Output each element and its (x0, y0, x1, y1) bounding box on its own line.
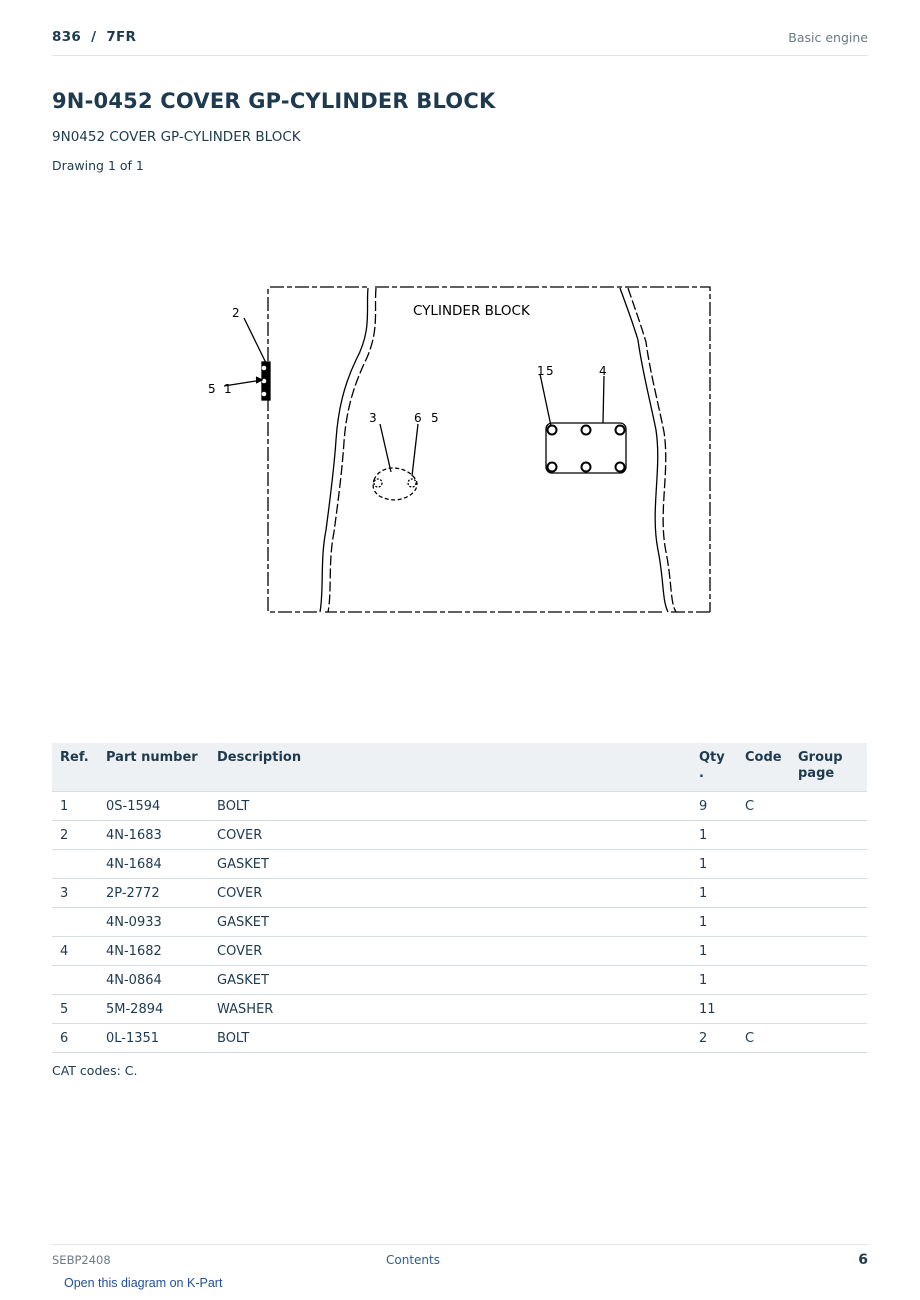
col-group-page: Group page (790, 743, 867, 792)
description-cell: BOLT (209, 1024, 691, 1053)
ref-cell: 2 (52, 821, 98, 850)
description-cell: BOLT (209, 792, 691, 821)
block-edge-right-inner (628, 288, 676, 612)
table-header-row (52, 743, 867, 792)
table-row (52, 821, 867, 850)
block-edge-right (620, 288, 668, 612)
open-in-kpart-link[interactable]: Open this diagram on K-Part (64, 1276, 223, 1290)
code-cell (737, 821, 790, 850)
code-cell (737, 850, 790, 879)
table-row (52, 879, 867, 908)
page-title: 9N-0452 COVER GP-CYLINDER BLOCK (52, 89, 496, 113)
part-number-cell: 2P-2772 (98, 879, 209, 908)
part-number-cell: 4N-1682 (98, 937, 209, 966)
group-page-cell (790, 850, 867, 879)
description-cell: COVER (209, 937, 691, 966)
description-cell: COVER (209, 821, 691, 850)
part-number-cell: 4N-0864 (98, 966, 209, 995)
table-row (52, 850, 867, 879)
oval-cover-3 (373, 468, 417, 500)
col-ref: Ref. (52, 743, 98, 792)
table-row (52, 966, 867, 995)
code-cell (737, 966, 790, 995)
group-page-cell (790, 937, 867, 966)
footer-divider (52, 1244, 868, 1245)
page-subtitle: 9N0452 COVER GP-CYLINDER BLOCK (52, 129, 301, 145)
ref-cell (52, 908, 98, 937)
part-number-cell: 0L-1351 (98, 1024, 209, 1053)
part-number-cell: 4N-0933 (98, 908, 209, 937)
table-row (52, 1024, 867, 1053)
part-number-cell: 4N-1683 (98, 821, 209, 850)
table-row (52, 908, 867, 937)
header-divider (52, 55, 868, 56)
contents-link[interactable]: Contents (386, 1253, 440, 1267)
qty-cell: 11 (691, 995, 737, 1024)
group-page-cell (790, 1024, 867, 1053)
col-description: Description (209, 743, 691, 792)
qty-cell: 1 (691, 937, 737, 966)
description-cell: GASKET (209, 966, 691, 995)
callout-4: 4 (599, 364, 607, 378)
callout-2: 2 (232, 306, 240, 320)
qty-cell: 2 (691, 1024, 737, 1053)
description-cell: GASKET (209, 850, 691, 879)
model-number: 836 (52, 29, 82, 45)
code-cell (737, 908, 790, 937)
page-header-breadcrumb (52, 29, 136, 45)
col-part-number: Part number (98, 743, 209, 792)
drawing-count: Drawing 1 of 1 (52, 158, 144, 173)
diagram-caption: CYLINDER BLOCK (413, 303, 530, 319)
rect-cover-4 (546, 423, 626, 473)
part-number-cell: 0S-1594 (98, 792, 209, 821)
qty-cell: 1 (691, 966, 737, 995)
callout-6: 6 (414, 411, 422, 425)
part-number-cell: 4N-1684 (98, 850, 209, 879)
ref-cell: 6 (52, 1024, 98, 1053)
qty-cell: 1 (691, 908, 737, 937)
group-page-cell (790, 792, 867, 821)
callout-5: 5 (431, 411, 439, 425)
ref-cell: 1 (52, 792, 98, 821)
ref-cell (52, 850, 98, 879)
callout-5: 5 (546, 364, 554, 378)
group-page-cell (790, 821, 867, 850)
description-cell: GASKET (209, 908, 691, 937)
table-row (52, 995, 867, 1024)
qty-cell: 1 (691, 850, 737, 879)
qty-cell: 1 (691, 821, 737, 850)
page-number: 6 (858, 1252, 868, 1268)
callout-5: 5 (208, 382, 216, 396)
block-edge-left (320, 288, 368, 612)
code-cell (737, 879, 790, 908)
document-id: SEBP2408 (52, 1253, 111, 1267)
group-page-cell (790, 966, 867, 995)
description-cell: WASHER (209, 995, 691, 1024)
col-qty: Qty . (691, 743, 737, 792)
qty-cell: 9 (691, 792, 737, 821)
table-row (52, 937, 867, 966)
ref-cell (52, 966, 98, 995)
code-cell: C (737, 792, 790, 821)
code-cell (737, 995, 790, 1024)
section-name: Basic engine (788, 30, 868, 45)
part-number-cell: 5M-2894 (98, 995, 209, 1024)
code-cell (737, 937, 790, 966)
callout-1: 1 (537, 364, 545, 378)
qty-cell: 1 (691, 879, 737, 908)
description-cell: COVER (209, 879, 691, 908)
diagram-frame (268, 287, 710, 612)
callout-1: 1 (224, 382, 232, 396)
table-row (52, 792, 867, 821)
ref-cell: 5 (52, 995, 98, 1024)
breadcrumb-separator: / (91, 29, 97, 45)
cat-codes-note: CAT codes: C. (52, 1063, 138, 1078)
callout-3: 3 (369, 411, 377, 425)
ref-cell: 3 (52, 879, 98, 908)
ref-cell: 4 (52, 937, 98, 966)
parts-diagram (180, 180, 740, 720)
group-page-cell (790, 908, 867, 937)
parts-table (52, 743, 867, 1053)
col-code: Code (737, 743, 790, 792)
serial-prefix: 7FR (106, 29, 137, 45)
group-page-cell (790, 879, 867, 908)
group-page-cell (790, 995, 867, 1024)
code-cell: C (737, 1024, 790, 1053)
